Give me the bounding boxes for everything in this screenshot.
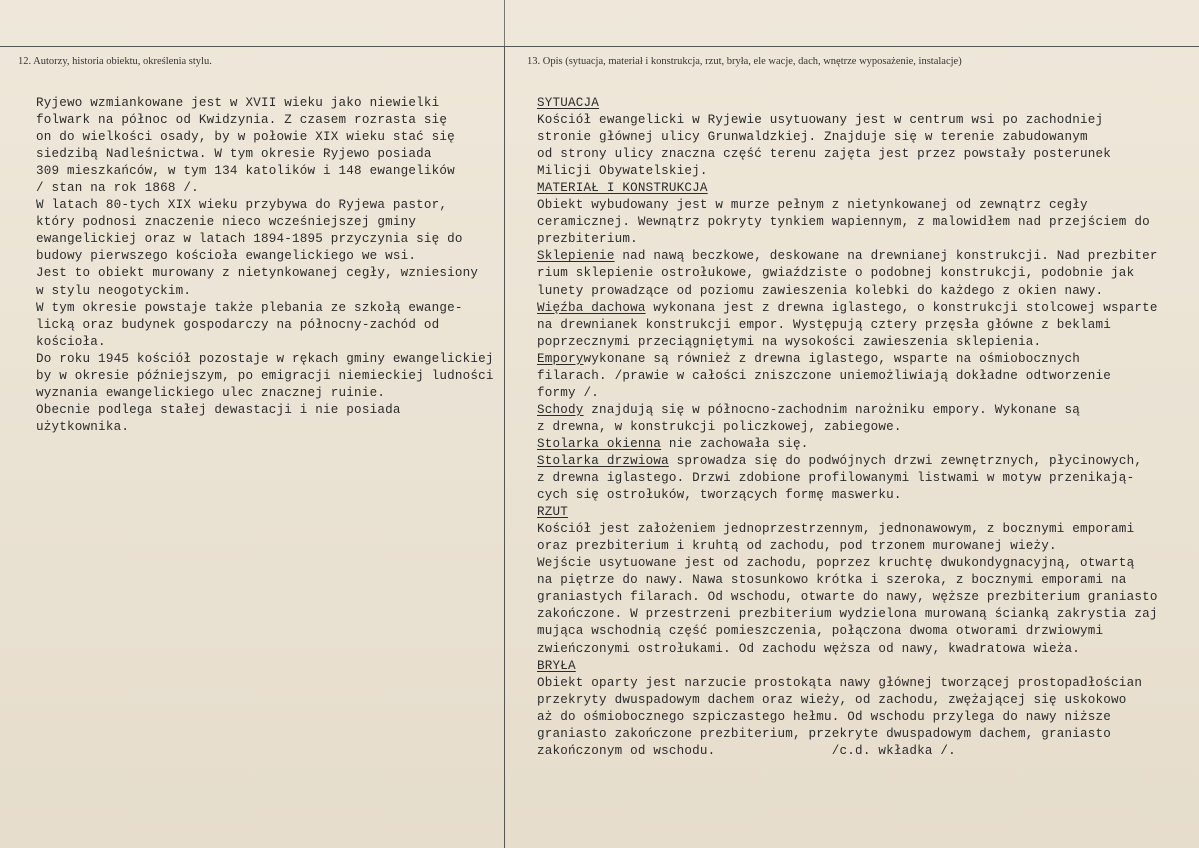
description-line xyxy=(537,351,1199,368)
description-line xyxy=(537,692,1199,709)
section-heading: Schody xyxy=(537,402,584,417)
description-text-run: poprzecznymi przeciągniętymi na wysokości zawieszenia sklepienia. xyxy=(537,334,1042,349)
description-text-run: Wejście usytuowane jest od zachodu, poprzez kruchtę dwukondygnacyjną, otwartą xyxy=(537,556,1135,571)
description-line xyxy=(537,283,1199,300)
description-text-run: nad nawą beczkowe, deskowane na drewnianej konstrukcji. Nad prezbiter xyxy=(614,249,1158,264)
description-line xyxy=(537,163,1199,180)
description-text-run: znajdują się w północno-zachodnim narożniku empory. Wykonane są xyxy=(583,402,1081,417)
description-line xyxy=(537,402,1199,419)
section-heading: MATERIAŁ I KONSTRUKCJA xyxy=(537,181,708,196)
description-text-run: mująca wschodnią część pomieszczenia, połączona dwoma otworami drzwiowymi xyxy=(537,624,1104,639)
history-line: Obecnie podlega stałej dewastacji i nie posiada xyxy=(36,402,401,417)
history-line: który podnosi znaczenie nieco wcześniejszej gminy xyxy=(36,215,417,230)
description-text-run: filarach. /prawie w całości zniszczone uniemożliwiają dokładne odtworzenie xyxy=(537,368,1112,383)
description-line xyxy=(537,334,1199,351)
description-line xyxy=(537,743,1199,760)
description-line xyxy=(537,419,1199,436)
description-text-run: od strony ulicy znaczna część terenu zajęta jest przez powstały posterunek xyxy=(537,147,1112,162)
description-line xyxy=(537,436,1199,453)
history-line: w stylu neogotyckim. xyxy=(36,283,192,298)
description-text-run: graniastych filarach. Od wschodu, otwarte do nawy, węższe prezbiterium graniasto xyxy=(537,590,1158,605)
history-line: 309 mieszkańców, w tym 134 katolików i 148 ewangelików xyxy=(36,164,455,179)
history-line: wyznania ewangelickiego ulec znacznej ruinie. xyxy=(36,385,386,400)
description-line xyxy=(537,197,1199,214)
description-text-run: wykonana jest z drewna iglastego, o konstrukcji stolcowej wsparte xyxy=(645,300,1158,315)
history-line: Ryjewo wzmiankowane jest w XVII wieku jako niewielki xyxy=(36,96,440,110)
description-text-run: graniasto zakończone prezbiterium, przekryte dwuspadowym dachem, graniasto xyxy=(537,726,1112,741)
description-text-run: cych się ostrołuków, tworzących formę maswerku. xyxy=(537,488,902,503)
description-line xyxy=(537,453,1199,470)
description-text-run: sprowadza się do podwójnych drzwi zewnętrznych, płycinowych, xyxy=(668,453,1143,468)
history-line: siedzibą Nadleśnictwa. W tym okresie Ryjewo posiada xyxy=(36,147,432,162)
description-line xyxy=(537,538,1199,555)
description-text-run: ceramicznej. Wewnątrz pokryty tynkiem wapiennym, z malowidłem nad przejściem do xyxy=(537,215,1150,230)
description-line xyxy=(537,368,1199,385)
description-line xyxy=(537,709,1199,726)
description-line xyxy=(537,675,1199,692)
description-line xyxy=(537,95,1199,112)
history-line: użytkownika. xyxy=(36,419,130,434)
description-line xyxy=(537,641,1199,658)
description-line xyxy=(537,521,1199,538)
description-line xyxy=(537,470,1199,487)
description-line xyxy=(537,504,1199,521)
description-text-run: zwieńczonymi ostrołukami. Od zachodu węższa od nawy, kwadratowa wieża. xyxy=(537,641,1081,656)
description-text-run: nie zachowała się. xyxy=(661,436,809,451)
history-text xyxy=(36,95,506,436)
history-line: W tym okresie powstaje także plebania ze szkołą ewange- xyxy=(36,300,463,315)
description-line xyxy=(537,726,1199,743)
description-text-run: prezbiterium. xyxy=(537,232,638,247)
history-line: licką oraz budynek gospodarczy na północny-zachód od xyxy=(36,317,440,332)
description-text-run: formy /. xyxy=(537,385,600,400)
description-line xyxy=(537,180,1199,197)
section-heading: Sklepienie xyxy=(537,249,615,264)
history-line: budowy pierwszego kościoła ewangelickiego we wsi. xyxy=(36,249,417,264)
description-line xyxy=(537,572,1199,589)
description-text-run: Kościół ewangelicki w Ryjewie usytuowany jest w centrum wsi po zachodniej xyxy=(537,113,1104,128)
history-line: folwark na północ od Kwidzynia. Z czasem rozrasta się xyxy=(36,113,448,128)
description-line xyxy=(537,385,1199,402)
section-heading: Empory xyxy=(537,351,584,366)
description-line xyxy=(537,300,1199,317)
description-line xyxy=(537,555,1199,572)
description-line xyxy=(537,129,1199,146)
description-text-run: aż do ośmiobocznego szpiczastego hełmu. Od wschodu przylega do nawy niższe xyxy=(537,709,1112,724)
description-text-run: na drewnianek konstrukcji empor. Występują cztery przęsła główne z beklami xyxy=(537,317,1112,332)
section-heading: Stolarka okienna xyxy=(537,436,662,451)
description-line xyxy=(537,623,1199,640)
description-text-run: Obiekt wybudowany jest w murze pełnym z nietynkowanej od zewnątrz cegły xyxy=(537,198,1088,213)
description-line xyxy=(537,589,1199,606)
top-rule xyxy=(0,46,1199,47)
history-line: by w okresie późniejszym, po emigracji niemieckiej ludności xyxy=(36,368,494,383)
history-line: kościoła. xyxy=(36,334,106,349)
description-text-run: z drewna, w konstrukcji policzkowej, zabiegowe. xyxy=(537,419,902,434)
description-line xyxy=(537,214,1199,231)
description-text-run: stronie głównej ulicy Grunwaldzkiej. Znajduje się w terenie zabudowanym xyxy=(537,130,1088,145)
description-line xyxy=(537,606,1199,623)
description-text-run: z drewna iglastego. Drzwi zdobione profilowanymi listwami w motyw przenikają- xyxy=(537,471,1135,486)
description-text-run: lunety prowadzące od poziomu zawieszenia kolebki do każdego z okien nawy. xyxy=(537,283,1104,298)
description-line xyxy=(537,248,1199,265)
description-line xyxy=(537,112,1199,129)
description-text-run: oraz prezbiterium i kruhtą od zachodu, pod trzonem murowanej wieży. xyxy=(537,539,1057,554)
section-heading: Stolarka drzwiowa xyxy=(537,453,669,468)
history-line: W latach 80-tych XIX wieku przybywa do Ryjewa pastor, xyxy=(36,198,448,213)
history-line: ewangelickiej oraz w latach 1894-1895 przyczynia się do xyxy=(36,232,463,247)
description-text-run: wykonane są również z drewna iglastego, wsparte na ośmiobocznych xyxy=(583,351,1081,366)
description-line xyxy=(537,487,1199,504)
description-text-run: rium sklepienie ostrołukowe, gwiaździste o podobnej konstrukcji, podobnie jak xyxy=(537,266,1135,281)
description-line xyxy=(537,146,1199,163)
description-text-run: przekryty dwuspadowym dachem oraz wieży, od zachodu, zwężającej się uskokowo xyxy=(537,692,1127,707)
description-text-run: zakończonym od wschodu. /c.d. wkładka /. xyxy=(537,743,956,758)
section-heading: RZUT xyxy=(537,505,569,520)
description-line xyxy=(537,658,1199,675)
description-text-run: zakończone. W przestrzeni prezbiterium wydzielona murowaną ścianką zakrystia zaj xyxy=(537,607,1158,622)
section-heading: SYTUACJA xyxy=(537,96,600,110)
description-line xyxy=(537,265,1199,282)
section-12-header: 12. Autorzy, historia obiektu, określenia stylu. xyxy=(18,56,212,67)
history-line: / stan na rok 1868 /. xyxy=(36,181,199,196)
section-13-header: 13. Opis (sytuacja, materiał i konstrukcja, rzut, bryła, ele wacje, dach, wnętrze wyposażenie, instalacje) xyxy=(527,56,962,67)
description-text-run: Milicji Obywatelskiej. xyxy=(537,164,708,179)
description-text-run: na piętrze do nawy. Nawa stosunkowo krótka i szeroka, z bocznymi emporami na xyxy=(537,573,1127,588)
history-line: on do wielkości osady, by w połowie XIX wieku stać się xyxy=(36,130,455,145)
section-heading: BRYŁA xyxy=(537,658,576,673)
description-text-run: Kościół jest założeniem jednoprzestrzennym, jednonawowym, z bocznymi emporami xyxy=(537,522,1135,537)
description-text xyxy=(537,95,1199,760)
column-divider-top xyxy=(504,0,505,46)
description-text-run: Obiekt oparty jest narzucie prostokąta nawy głównej tworzącej prostopadłościan xyxy=(537,675,1143,690)
description-line xyxy=(537,231,1199,248)
description-line xyxy=(537,317,1199,334)
section-heading: Więźba dachowa xyxy=(537,300,646,315)
history-line: Do roku 1945 kościół pozostaje w rękach gminy ewangelickiej xyxy=(36,351,494,366)
history-line: Jest to obiekt murowany z nietynkowanej cegły, wzniesiony xyxy=(36,266,479,281)
